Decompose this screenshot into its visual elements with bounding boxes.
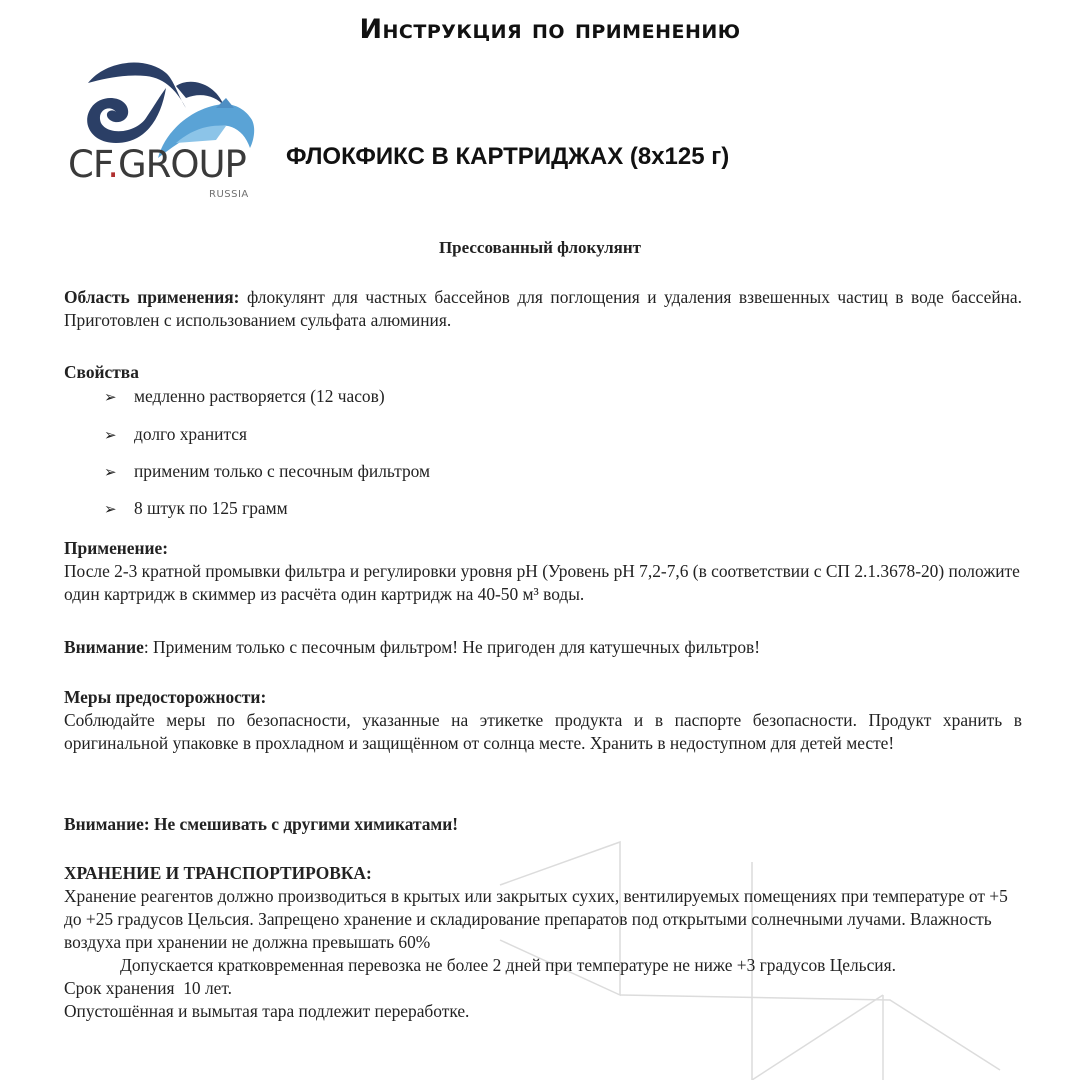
scope-label: Область применения:	[64, 287, 240, 307]
storage-section	[64, 862, 1022, 1023]
product-subtitle: Прессованный флокулянт	[438, 238, 642, 257]
usage-heading: Применение:	[64, 538, 169, 558]
product-title: ФЛОКФИКС В КАРТРИДЖАХ (8x125 г)	[286, 143, 730, 170]
logo-wordmark: CF.GROUP	[68, 143, 246, 186]
usage-section	[64, 537, 1022, 606]
warning-chemicals	[64, 813, 1022, 836]
precautions-section	[64, 686, 1022, 755]
storage-text: Хранение реагентов должно производиться в крытых или закрытых сухих, вентилируемых помещениях при температуре от +5 до +25 градусов Цельсия. Запрещено хранение и складирование препаратов под открытыми солнечными лучами. Влажность воздуха при хранении не должна превышать 60%	[64, 886, 1008, 952]
precautions-text: Соблюдайте меры по безопасности, указанные на этикетке продукта и в паспорте безопасности. Продукт хранить в оригинальной упаковке в прохладном и защищённом от солнца месте. Хранить в недоступном для детей месте!	[64, 710, 1022, 753]
list-item	[104, 386, 385, 407]
arrowhead-bullet-icon: ➢	[104, 502, 117, 518]
warning-chemicals-text: Внимание: Не смешивать с другими химикатами!	[64, 814, 459, 834]
list-item-text: 8 штук по 125 грамм	[134, 498, 288, 518]
transport-text: Допускается кратковременная перевозка не более 2 дней при температуре не ниже +3 градусов Цельсия.	[120, 955, 896, 975]
logo-dot: .	[107, 143, 118, 186]
properties-heading	[64, 361, 1022, 384]
warning-text: : Применим только с песочным фильтром! Не пригоден для катушечных фильтров!	[143, 637, 761, 657]
arrowhead-bullet-icon: ➢	[104, 390, 117, 406]
shelf-life-text: Срок хранения 10 лет.	[64, 978, 233, 998]
list-item-text: применим только с песочным фильтром	[134, 461, 431, 481]
disposal-text: Опустошённая и вымытая тара подлежит переработке.	[64, 1001, 470, 1021]
warning-filter	[64, 636, 1022, 659]
arrowhead-bullet-icon: ➢	[104, 428, 117, 444]
list-item-text: долго хранится	[134, 424, 247, 444]
logo-subtext: RUSSIA	[209, 189, 249, 200]
storage-heading: ХРАНЕНИЕ И ТРАНСПОРТИРОВКА:	[64, 863, 372, 883]
list-item	[104, 498, 288, 519]
list-item	[104, 424, 247, 445]
warning-label: Внимание	[64, 637, 144, 657]
usage-text: После 2-3 кратной промывки фильтра и регулировки уровня pH (Уровень pH 7,2-7,6 (в соответствии с СП 2.1.3678-20) положите один картридж в скиммер из расчёта один картридж на 40-50 м³ воды.	[64, 561, 1020, 604]
list-item-text: медленно растворяется (12 часов)	[134, 386, 385, 406]
arrowhead-bullet-icon: ➢	[104, 465, 117, 481]
scope-section	[64, 286, 1022, 332]
properties-heading-text: Свойства	[64, 362, 139, 382]
list-item	[104, 461, 430, 482]
scope-text: флокулянт для частных бассейнов для поглощения и удаления взвешенных частиц в воде бассейна. Приготовлен с использованием сульфата алюминия.	[64, 287, 1022, 330]
precautions-heading: Меры предосторожности:	[64, 687, 267, 707]
document-title: Инструкция по применению	[359, 14, 741, 45]
